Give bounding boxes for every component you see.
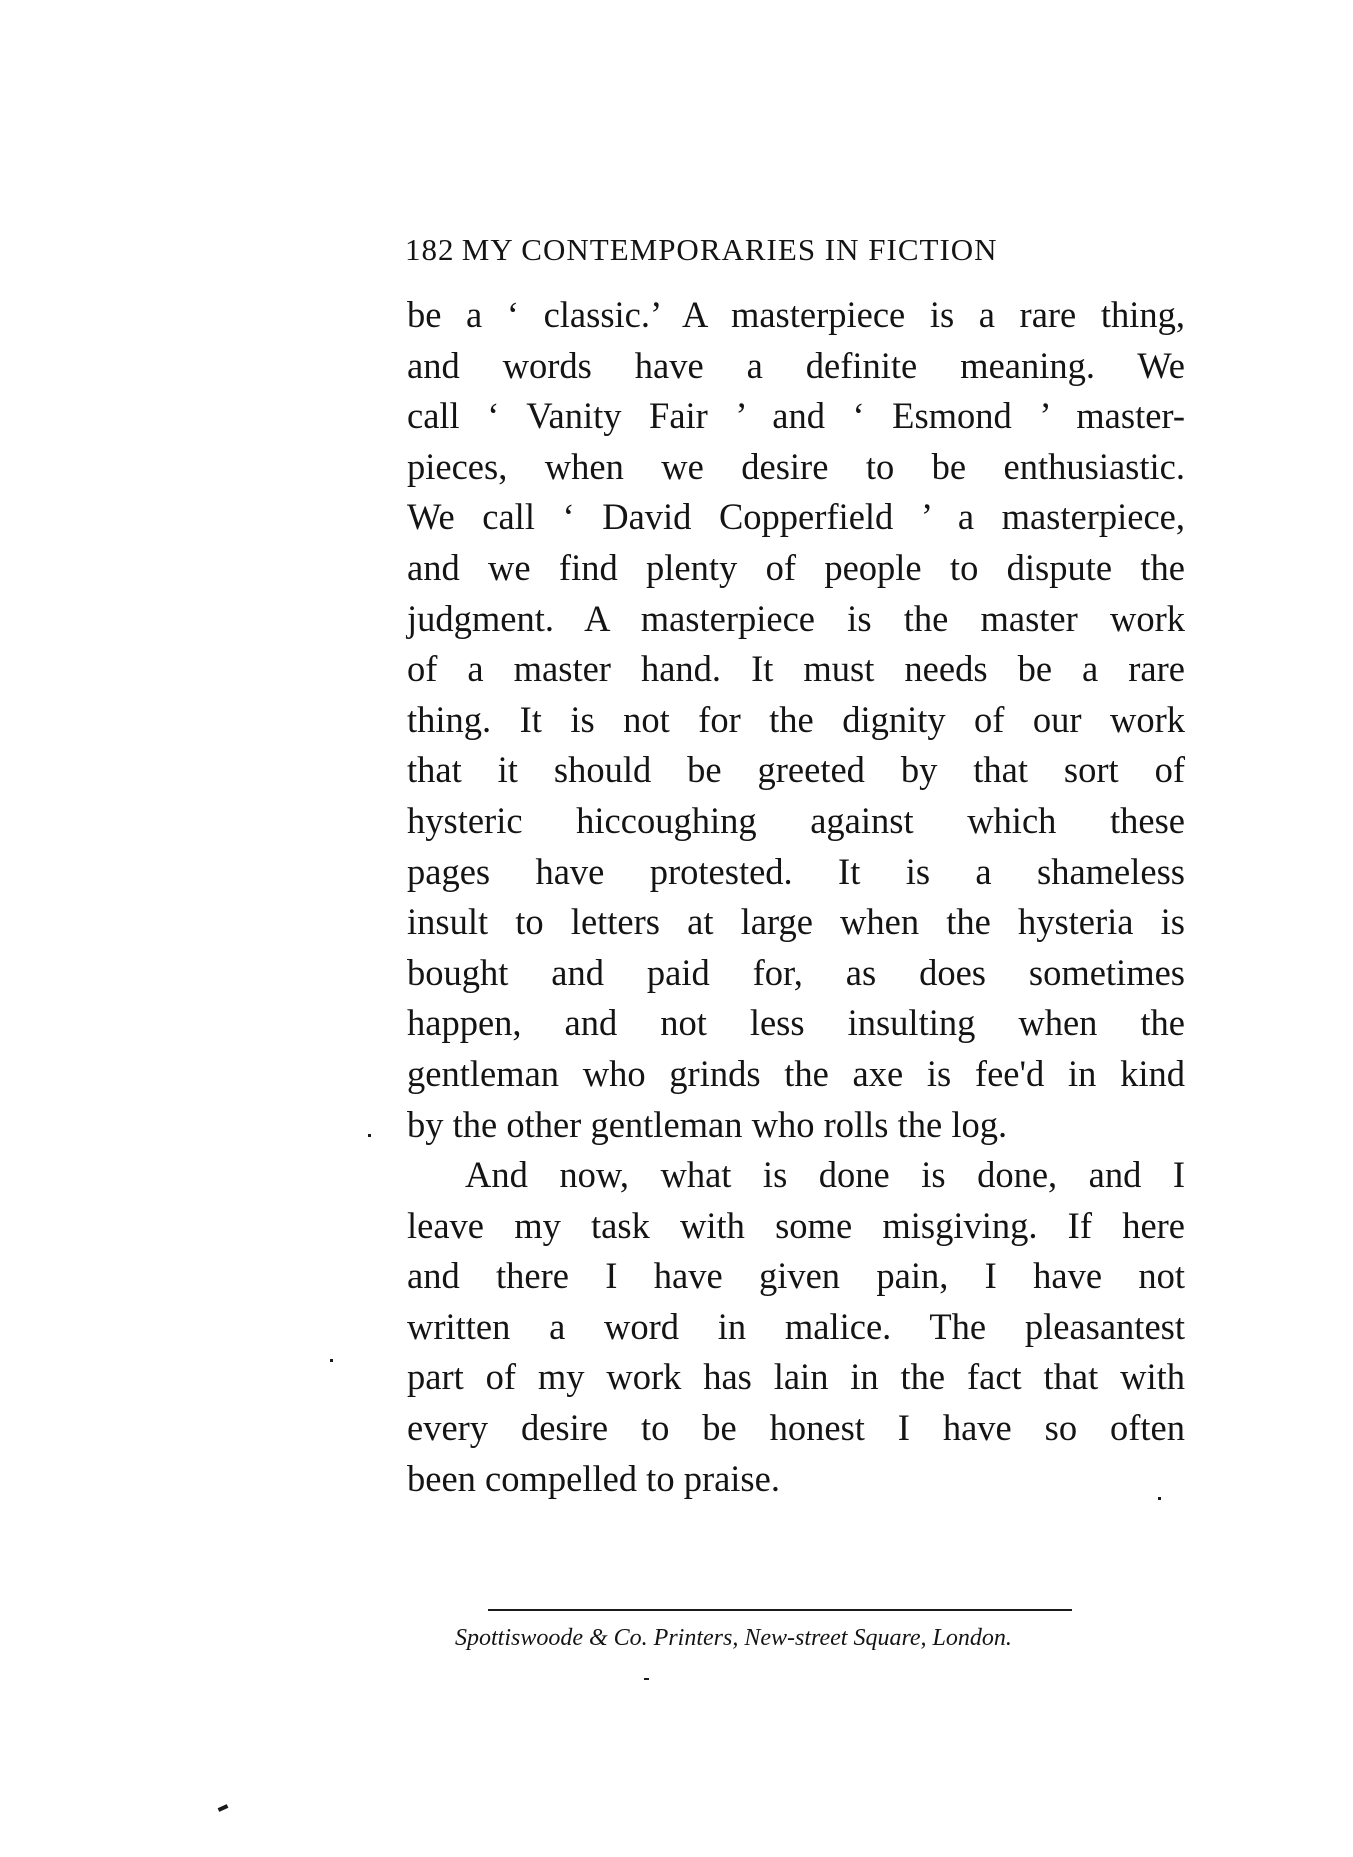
text-line: gentleman who grinds the axe is fee'd in kind (407, 1052, 1185, 1094)
text-line: call ‘ Vanity Fair ’ and ‘ Esmond ’ master- (407, 395, 1185, 437)
imprint-rule (488, 1609, 1072, 1611)
text-line: thing. It is not for the dignity of our work (407, 698, 1185, 740)
text-line: written a word in malice. The pleasantest (407, 1305, 1185, 1347)
text-line: been compelled to praise. (407, 1457, 780, 1499)
printer-imprint: Spottiswoode & Co. Printers, New-street Square, London. (455, 1625, 1012, 1651)
running-title: MY CONTEMPORARIES IN FICTION (461, 232, 998, 267)
scan-speck (1158, 1497, 1161, 1500)
text-line: We call ‘ David Copperfield ’ a masterpiece, (407, 496, 1185, 538)
text-line: hysteric hiccoughing against which these (407, 799, 1185, 841)
text-line: and there I have given pain, I have not (407, 1255, 1185, 1297)
text-line: pieces, when we desire to be enthusiastic. (407, 445, 1185, 487)
text-line: by the other gentleman who rolls the log. (407, 1103, 1008, 1145)
text-line: And now, what is done is done, and I (465, 1154, 1185, 1196)
text-line: and words have a definite meaning. We (407, 344, 1185, 386)
body-text (407, 290, 1185, 1504)
text-line: and we find plenty of people to dispute the (407, 546, 1185, 588)
text-line: that it should be greeted by that sort of (407, 749, 1185, 791)
text-line: insult to letters at large when the hysteria is (407, 901, 1185, 943)
scan-speck (330, 1359, 333, 1362)
page-number: 182 (405, 232, 455, 267)
scan-speck (644, 1678, 649, 1680)
text-line: happen, and not less insulting when the (407, 1002, 1185, 1044)
scan-speck (218, 1804, 229, 1812)
paragraph-1 (407, 290, 1185, 1150)
text-line: leave my task with some misgiving. If here (407, 1204, 1185, 1246)
text-line: be a ‘ classic.’ A masterpiece is a rare thing, (407, 294, 1185, 335)
text-line: bought and paid for, as does sometimes (407, 951, 1185, 993)
text-line: part of my work has lain in the fact that with (407, 1356, 1185, 1398)
text-line: every desire to be honest I have so often (407, 1407, 1185, 1449)
paragraph-2 (407, 1150, 1185, 1504)
scan-speck (368, 1134, 371, 1137)
text-line: pages have protested. It is a shameless (407, 850, 1185, 892)
text-line: judgment. A masterpiece is the master work (407, 597, 1185, 639)
running-head (405, 228, 1125, 272)
text-line: of a master hand. It must needs be a rare (407, 648, 1185, 690)
